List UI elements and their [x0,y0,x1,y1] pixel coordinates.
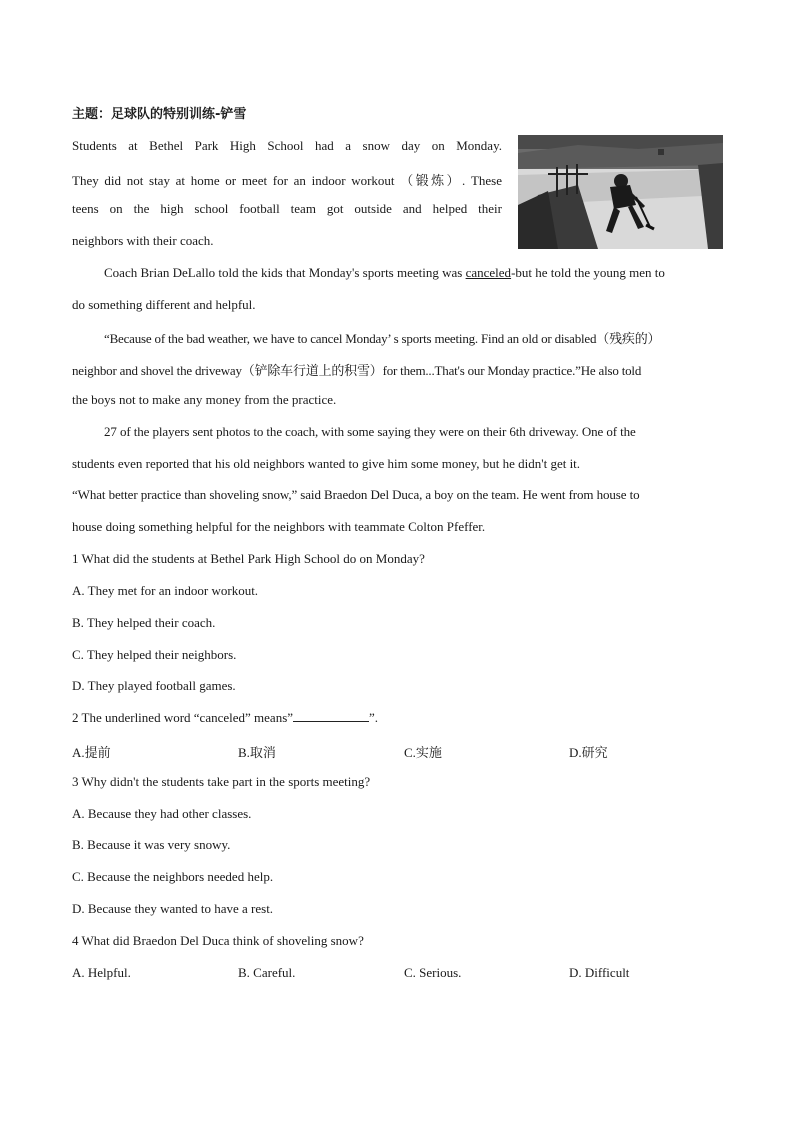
answer-option[interactable]: A. Because they had other classes. [72,806,252,821]
answer-blank[interactable] [293,710,369,722]
question-stem: 3 Why didn't the students take part in the sports meeting? [72,774,371,789]
question-stem: 1 What did the students at Bethel Park High School do on Monday? [72,551,425,566]
snow-shoveling-photo [518,135,723,249]
answer-option[interactable]: A. Helpful. [72,965,131,980]
passage-line: neighbors with their coach. [72,233,214,248]
passage-text: -but he told the young men to [511,265,665,280]
passage-line [104,265,665,281]
passage-line: “What better practice than shoveling snow,” said Braedon Del Duca, a boy on the team. He went from house to [72,487,640,502]
answer-option[interactable]: A.提前 [72,745,111,760]
passage-text: Coach Brian DeLallo told the kids that Monday's sports meeting was [104,265,466,280]
underlined-word: canceled [465,265,512,280]
answer-option[interactable]: A. They met for an indoor workout. [72,583,259,598]
answer-option[interactable]: B. They helped their coach. [72,615,216,630]
answer-option[interactable]: D. They played football games. [72,678,236,693]
answer-option[interactable]: B.取消 [238,745,276,760]
passage-line: neighbor and shovel the driveway（铲除车行道上的积雪）for them...That's our Monday practice.”He also told [72,363,642,378]
passage-line: house doing something helpful for the neighbors with teammate Colton Pfeffer. [72,519,486,534]
answer-option[interactable]: C. Because the neighbors needed help. [72,869,274,884]
question-text: ”. [369,710,379,725]
passage-line: “Because of the bad weather, we have to cancel Monday’ s sports meeting. Find an old or disabled（残疾的） [104,331,661,346]
passage-line: the boys not to make any money from the practice. [72,392,337,407]
answer-option[interactable]: D.研究 [569,745,608,760]
answer-option[interactable]: C. They helped their neighbors. [72,647,237,662]
answer-option[interactable]: C.实施 [404,745,442,760]
snow-shoveling-illustration [518,135,723,249]
answer-option[interactable]: C. Serious. [404,965,462,980]
answer-option[interactable]: B. Careful. [238,965,296,980]
question-stem [72,710,378,726]
answer-option[interactable]: D. Difficult [569,965,630,980]
passage-line: do something different and helpful. [72,297,256,312]
passage-line: Students at Bethel Park High School had a snow day on Monday. [72,138,502,153]
passage-line: 27 of the players sent photos to the coach, with some saying they were on their 6th driveway. One of the [104,424,636,439]
question-text: 2 The underlined word “canceled” means” [72,710,294,725]
document-title: 主题：足球队的特别训练-铲雪 [72,107,247,122]
passage-line: teens on the high school football team got outside and helped their [72,201,502,216]
passage-line: students even reported that his old neighbors wanted to give him some money, but he didn't get it. [72,456,581,471]
answer-option[interactable]: B. Because it was very snowy. [72,837,231,852]
passage-line: They did not stay at home or meet for an indoor workout （锻炼）. These [72,173,502,188]
answer-option[interactable]: D. Because they wanted to have a rest. [72,901,274,916]
question-stem: 4 What did Braedon Del Duca think of shoveling snow? [72,933,364,948]
